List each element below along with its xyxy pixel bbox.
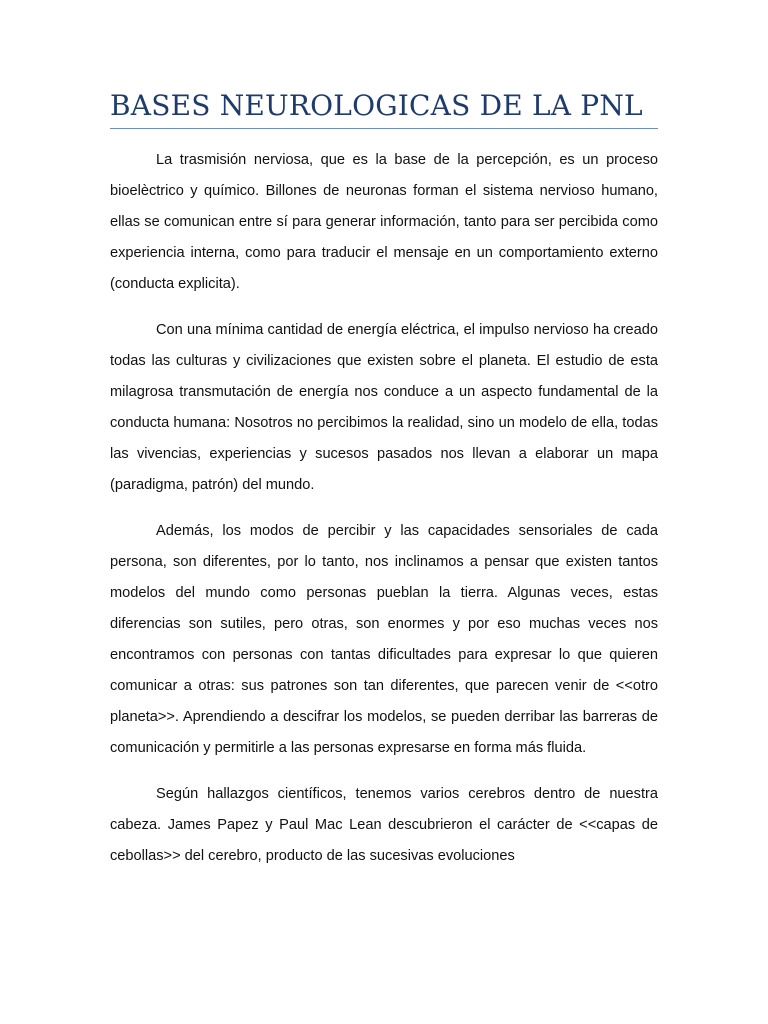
document-body [110, 145, 658, 887]
paragraph-1: La trasmisión nerviosa, que es la base de la percepción, es un proceso bioelèctrico y químico. Billones de neuronas forman el sistema nervioso humano, ellas se comunican entre sí para generar información, tanto para ser percibida como experiencia interna, como para traducir el mensaje en un comportamiento externo (conducta explicita). [110, 152, 658, 292]
paragraph-4: Según hallazgos científicos, tenemos varios cerebros dentro de nuestra cabeza. James Papez y Paul Mac Lean descubrieron el carácter de <<capas de cebollas>> del cerebro, producto de las sucesivas evoluciones [110, 786, 658, 864]
paragraph-3: Además, los modos de percibir y las capacidades sensoriales de cada persona, son diferentes, por lo tanto, nos inclinamos a pensar que existen tantos modelos del mundo como personas pueblan la tierra. Algunas veces, estas diferencias son sutiles, pero otras, son enormes y por eso muchas veces nos encontramos con personas con tantas dificultades para expresar lo que quieren comunicar a otras: sus patrones son tan diferentes, que parecen venir de <<otro planeta>>. Aprendiendo a descifrar los modelos, se pueden derribar las barreras de comunicación y permitirle a las personas expresarse en forma más fluida. [110, 523, 658, 756]
paragraph-2: Con una mínima cantidad de energía eléctrica, el impulso nervioso ha creado todas las culturas y civilizaciones que existen sobre el planeta. El estudio de esta milagrosa transmutación de energía nos conduce a un aspecto fundamental de la conducta humana: Nosotros no percibimos la realidad, sino un modelo de ella, todas las vivencias, experiencias y sucesos pasados nos llevan a elaborar un mapa (paradigma, patrón) del mundo. [110, 322, 658, 493]
document-title: BASES NEUROLOGICAS DE LA PNL [110, 89, 643, 122]
title-underline [110, 128, 658, 129]
